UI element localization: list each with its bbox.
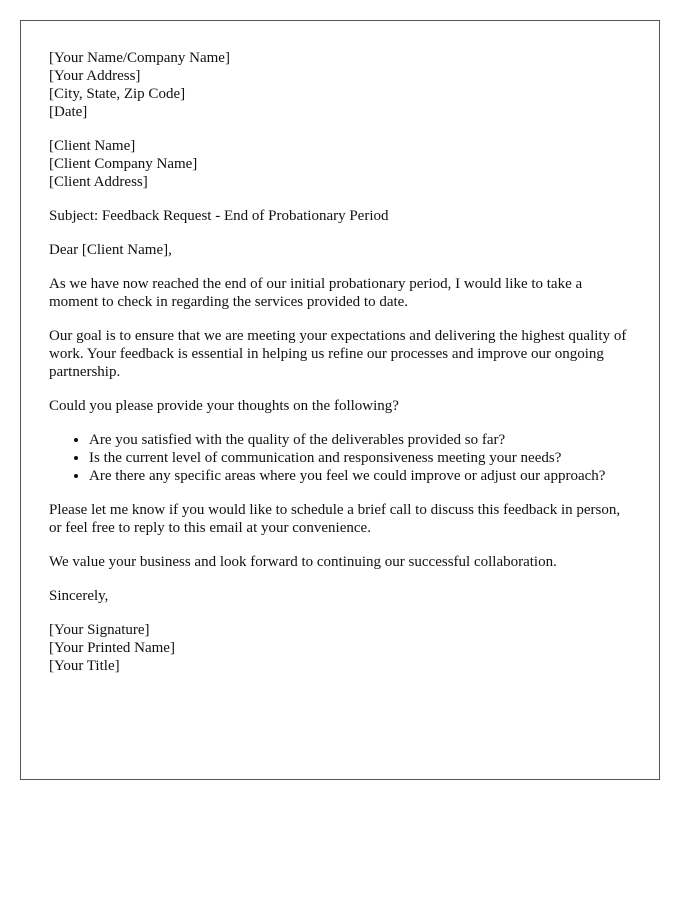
questions-list	[49, 431, 631, 485]
signature-block	[49, 621, 631, 675]
intro-paragraph: As we have now reached the end of our initial probationary period, I would like to take a moment to check in regarding the services provided to date.	[49, 276, 583, 310]
printed-name: [Your Printed Name]	[49, 640, 175, 656]
closing-note-paragraph: We value your business and look forward to continuing our successful collaboration.	[49, 554, 557, 570]
goal-paragraph: Our goal is to ensure that we are meeting your expectations and delivering the highest quality of work. Your feedback is essential in helping us refine our processes and improve our ongoing partnership.	[49, 328, 627, 380]
recipient-company: [Client Company Name]	[49, 156, 198, 172]
list-item: • Is the current level of communication and responsiveness meeting your needs?	[89, 449, 631, 467]
letter-page	[20, 20, 660, 780]
prompt-paragraph: Could you please provide your thoughts on the following?	[49, 398, 399, 414]
letter-date: [Date]	[49, 104, 88, 120]
sender-city-state-zip: [City, State, Zip Code]	[49, 86, 186, 102]
recipient-address: [Client Address]	[49, 174, 148, 190]
signer-title: [Your Title]	[49, 658, 120, 674]
sender-block	[49, 49, 631, 121]
list-item: • Are you satisfied with the quality of the deliverables provided so far?	[89, 431, 631, 449]
signature: [Your Signature]	[49, 622, 150, 638]
followup-paragraph: Please let me know if you would like to schedule a brief call to discuss this feedback in person, or feel free to reply to this email at your convenience.	[49, 502, 621, 536]
list-item: • Are there any specific areas where you feel we could improve or adjust our approach?	[89, 467, 631, 485]
sender-address: [Your Address]	[49, 68, 141, 84]
recipient-block	[49, 137, 631, 191]
closing: Sincerely,	[49, 588, 109, 604]
recipient-name: [Client Name]	[49, 138, 136, 154]
subject-line: Subject: Feedback Request - End of Probationary Period	[49, 208, 389, 224]
salutation: Dear [Client Name],	[49, 242, 172, 258]
sender-name: [Your Name/Company Name]	[49, 50, 230, 66]
